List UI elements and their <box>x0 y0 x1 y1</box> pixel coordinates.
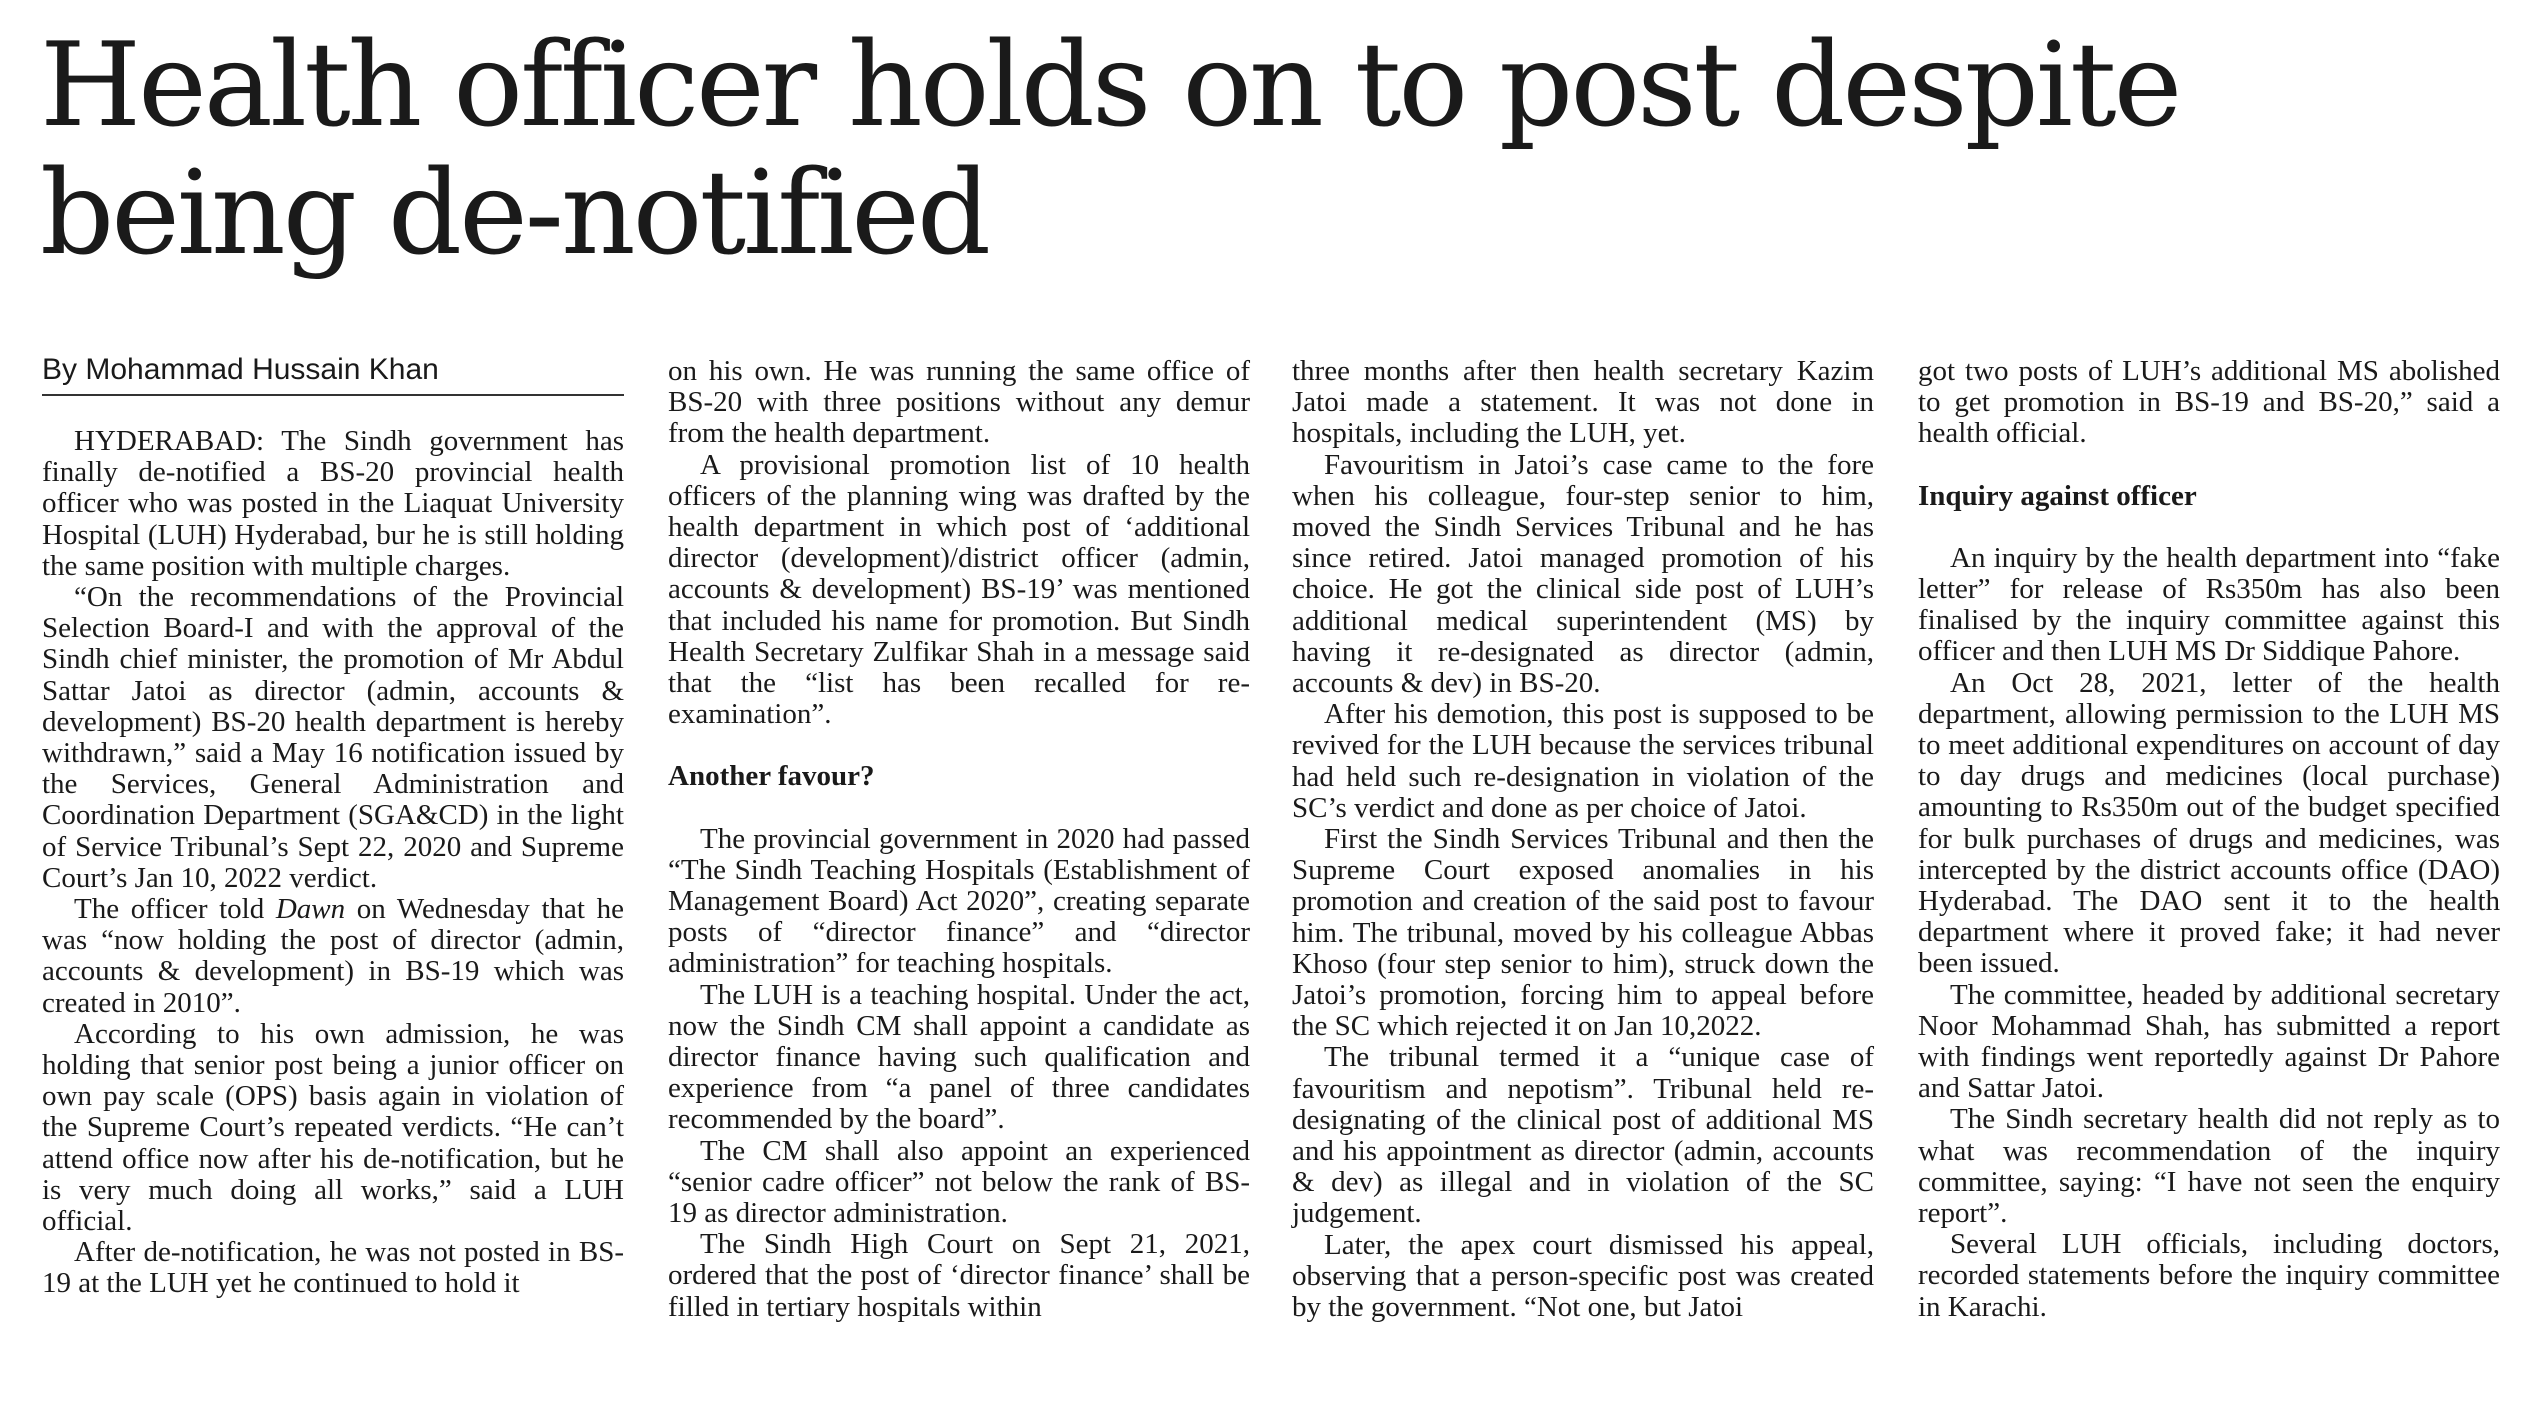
paragraph: three months after then health secretary Kazim Jatoi made a statement. It was not done in hospitals, including the LUH, yet. <box>1292 355 1874 450</box>
paragraph: The officer told Dawn on Wednesday that he was “now holding the post of director (admin, accounts & development) in BS-19 which was created in 2010”. <box>42 893 624 1019</box>
paragraph: The CM shall also appoint an experienced “senior cadre officer” not below the rank of BS-19 as director administration. <box>668 1134 1250 1230</box>
paragraph: An Oct 28, 2021, letter of the health department, allowing permission to the LUH MS to meet additional expenditures on account of day to day drugs and medicines (local purchase) amounting to Rs350m out of the budget specified for bulk purchases of drugs and medicines, was intercepted by the district accounts office (DAO) Hyderabad. The DAO sent it to the health department where it proved fake; it had never been issued. <box>1918 666 2500 980</box>
paragraph: An inquiry by the health department into “fake letter” for release of Rs350m has also been finalised by the inquiry committee against this officer and then LUH MS Dr Siddique Pahore. <box>1918 541 2500 668</box>
paragraph: on his own. He was running the same office of BS-20 with three positions without any demur from the health department. <box>668 355 1250 450</box>
article-column-4 <box>1918 356 2500 1323</box>
paragraph: The LUH is a teaching hospital. Under the act, now the Sindh CM shall appoint a candidate as director finance having such qualification and experience from “a panel of three candidates recommended by the board”. <box>668 978 1250 1136</box>
paragraph: HYDERABAD: The Sindh government has finally de-notified a BS-20 provincial health officer who was posted in the Liaquat University Hospital (LUH) Hyderabad, bur he is still holding the same position with multiple charges. <box>42 425 624 582</box>
article-column-3 <box>1292 356 1874 1323</box>
byline: By Mohammad Hussain Khan <box>42 352 624 396</box>
paragraph: The committee, headed by additional secretary Noor Mohammad Shah, has submitted a report with findings went reportedly against Dr Pahore and Sattar Jatoi. <box>1918 978 2500 1105</box>
paragraph: After de-notification, he was not posted in BS-19 at the LUH yet he continued to hold it <box>42 1236 624 1300</box>
paragraph: The tribunal termed it a “unique case of favouritism and nepotism”. Tribunal held re-designating of the clinical post of additional MS and his appointment as director (admin, accounts & dev) as illegal and in violation of the SC judgement. <box>1292 1041 1874 1230</box>
paragraph: got two posts of LUH’s additional MS abolished to get promotion in BS-19 and BS-20,” said a health official. <box>1918 355 2500 450</box>
paragraph: A provisional promotion list of 10 health officers of the planning wing was drafted by the health department in which post of ‘additional director (development)/district officer (admin, accounts & development) BS-19’ was mentioned that included his name for promotion. But Sindh Health Secretary Zulfikar Shah in a message said that the “list has been recalled for re-examination”. <box>668 448 1250 731</box>
headline: Health officer holds on to post despite being de-notified <box>40 18 2180 281</box>
paragraph: First the Sindh Services Tribunal and then the Supreme Court exposed anomalies in his promotion and creation of the said post to favour him. The tribunal, moved by his colleague Abbas Khoso (four step senior to him), struck down the Jatoi’s promotion, forcing him to appeal before the SC which rejected it on Jan 10,2022. <box>1292 823 1874 1043</box>
paragraph: The Sindh secretary health did not reply as to what was recommendation of the inquiry committee, saying: “I have not seen the enquiry report”. <box>1918 1103 2500 1230</box>
article-column-1 <box>42 352 624 1300</box>
paragraph: Several LUH officials, including doctors, recorded statements before the inquiry committee in Karachi. <box>1918 1228 2500 1323</box>
paragraph: The Sindh High Court on Sept 21, 2021, ordered that the post of ‘director finance’ shall be filled in tertiary hospitals within <box>668 1228 1250 1323</box>
subheading: Another favour? <box>668 760 875 793</box>
article-column-2 <box>668 356 1250 1323</box>
paragraph: According to his own admission, he was holding that senior post being a junior officer on own pay scale (OPS) basis again in violation of the Supreme Court’s repeated verdicts. “He can’t attend office now after his de-notification, but he is very much doing all works,” said a LUH official. <box>42 1017 624 1238</box>
paragraph: Favouritism in Jatoi’s case came to the fore when his colleague, four-step senior to him, moved the Sindh Services Tribunal and he has since retired. Jatoi managed promotion of his choice. He got the clinical side post of LUH’s additional medical superintendent (MS) by having it re-designated as director (admin, accounts & dev) in BS-20. <box>1292 448 1874 700</box>
subheading: Inquiry against officer <box>1918 479 2197 512</box>
paragraph: Later, the apex court dismissed his appeal, observing that a person-specific post was created by the government. “Not one, but Jatoi <box>1292 1228 1874 1324</box>
publication-name: Dawn <box>275 893 346 926</box>
paragraph: After his demotion, this post is supposed to be revived for the LUH because the services tribunal had held such re-designation in violation of the SC’s verdict and done as per choice of Jatoi. <box>1292 698 1874 824</box>
paragraph: The provincial government in 2020 had passed “The Sindh Teaching Hospitals (Establishment of Management Board) Act 2020”, creating separate posts of “director finance” and “director administration” for teaching hospitals. <box>668 822 1250 980</box>
paragraph: “On the recommendations of the Provincial Selection Board-I and with the approval of the Sindh chief minister, the promotion of Mr Abdul Sattar Jatoi as director (admin, accounts & development) BS-20 health department is hereby withdrawn,” said a May 16 notification issued by the Services, General Administration and Coordination Department (SGA&CD) in the light of Service Tribunal’s Sept 22, 2020 and Supreme Court’s Jan 10, 2022 verdict. <box>42 581 624 894</box>
